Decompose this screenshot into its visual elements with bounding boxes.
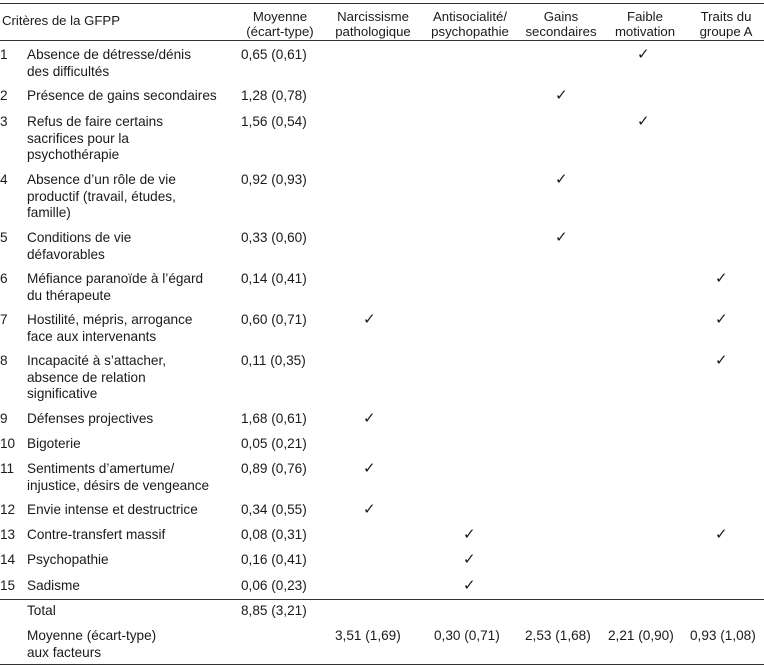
row-mean: 0,11 (0,35) [241,353,306,368]
row-number: 2 [0,88,8,103]
row-number: 15 [0,578,16,593]
row-mean: 0,08 (0,31) [241,527,307,542]
row-mean: 1,56 (0,54) [241,114,307,129]
checkmark-icon: ✓ [715,311,728,328]
factor-mean-secondary-gains: 2,53 (1,68) [525,628,591,643]
checkmark-icon: ✓ [555,87,568,104]
row-mean: 0,65 (0,61) [241,47,307,62]
row-criterion: Absence de détresse/dénis des difficultés [27,47,191,79]
row-criterion: Conditions de vie défavorables [27,230,132,262]
row-mean: 0,89 (0,76) [241,461,307,476]
row-number: 11 [0,461,15,476]
row-number: 7 [0,312,8,327]
header-factor-low-motivation: Faible motivation [614,9,676,39]
row-number: 10 [0,436,16,451]
header-factor-group-a: Traits du groupe A [699,9,753,39]
header-rule [0,40,764,41]
checkmark-icon: ✓ [637,113,650,130]
row-criterion: Absence d’un rôle de vie productif (travail, études, famille) [27,172,176,220]
row-number: 4 [0,172,8,187]
checkmark-icon: ✓ [715,352,728,369]
row-criterion: Contre-transfert massif [27,527,166,542]
row-criterion: Méfiance paranoïde à l’égard du thérapeute [27,271,204,303]
row-number: 5 [0,230,8,245]
checkmark-icon: ✓ [363,311,376,328]
row-criterion: Sentiments d’amertume/ injustice, désirs de vengeance [27,461,210,493]
row-criterion: Défenses projectives [27,411,154,426]
top-rule [0,3,764,4]
checkmark-icon: ✓ [463,551,476,568]
row-mean: 1,68 (0,61) [241,411,307,426]
checkmark-icon: ✓ [363,460,376,477]
checkmark-icon: ✓ [637,46,650,63]
header-criteria: Critères de la GFPP [2,13,120,28]
row-mean: 0,14 (0,41) [241,271,307,286]
total-label: Total [27,603,56,618]
row-mean: 0,92 (0,93) [241,172,307,187]
row-number: 12 [0,502,16,517]
row-number: 8 [0,353,8,368]
row-mean: 0,33 (0,60) [241,230,307,245]
checkmark-icon: ✓ [463,577,476,594]
row-mean: 0,34 (0,55) [241,502,307,517]
row-mean: 0,60 (0,71) [241,312,307,327]
factor-mean-low-motivation: 2,21 (0,90) [608,628,674,643]
checkmark-icon: ✓ [463,526,476,543]
checkmark-icon: ✓ [363,501,376,518]
row-criterion: Psychopathie [27,552,109,567]
row-criterion: Présence de gains secondaires [27,88,217,103]
row-mean: 1,28 (0,78) [241,88,307,103]
row-number: 14 [0,552,16,567]
row-criterion: Sadisme [27,578,80,593]
header-factor-narcissism: Narcissisme pathologique [335,9,411,39]
factor-mean-group-a: 0,93 (1,08) [690,628,756,643]
row-mean: 0,05 (0,21) [241,436,307,451]
checkmark-icon: ✓ [555,229,568,246]
header-factor-antisociality: Antisocialité/ psychopathie [431,9,509,39]
row-criterion: Refus de faire certains sacrifices pour la psychothérapie [27,114,164,162]
row-number: 1 [0,47,8,62]
header-mean: Moyenne (écart-type) [246,9,314,39]
row-number: 9 [0,411,8,426]
row-number: 13 [0,527,16,542]
row-number: 3 [0,114,8,129]
factor-means-label: Moyenne (écart-type) aux facteurs [27,628,157,660]
total-mean: 8,85 (3,21) [241,603,307,618]
checkmark-icon: ✓ [555,171,568,188]
bottom-rule [0,664,764,665]
row-number: 6 [0,271,8,286]
factor-mean-narcissism: 3,51 (1,69) [335,628,401,643]
row-criterion: Bigoterie [27,436,81,451]
row-mean: 0,06 (0,23) [241,578,307,593]
row-criterion: Hostilité, mépris, arrogance face aux intervenants [27,312,193,344]
header-factor-secondary-gains: Gains secondaires [525,9,597,39]
checkmark-icon: ✓ [715,526,728,543]
row-mean: 0,16 (0,41) [241,552,307,567]
checkmark-icon: ✓ [363,410,376,427]
row-criterion: Envie intense et destructrice [27,502,198,517]
factor-mean-antisociality: 0,30 (0,71) [434,628,500,643]
row-criterion: Incapacité à s’attacher, absence de relation significative [27,353,167,401]
checkmark-icon: ✓ [715,270,728,287]
total-rule [0,599,764,600]
